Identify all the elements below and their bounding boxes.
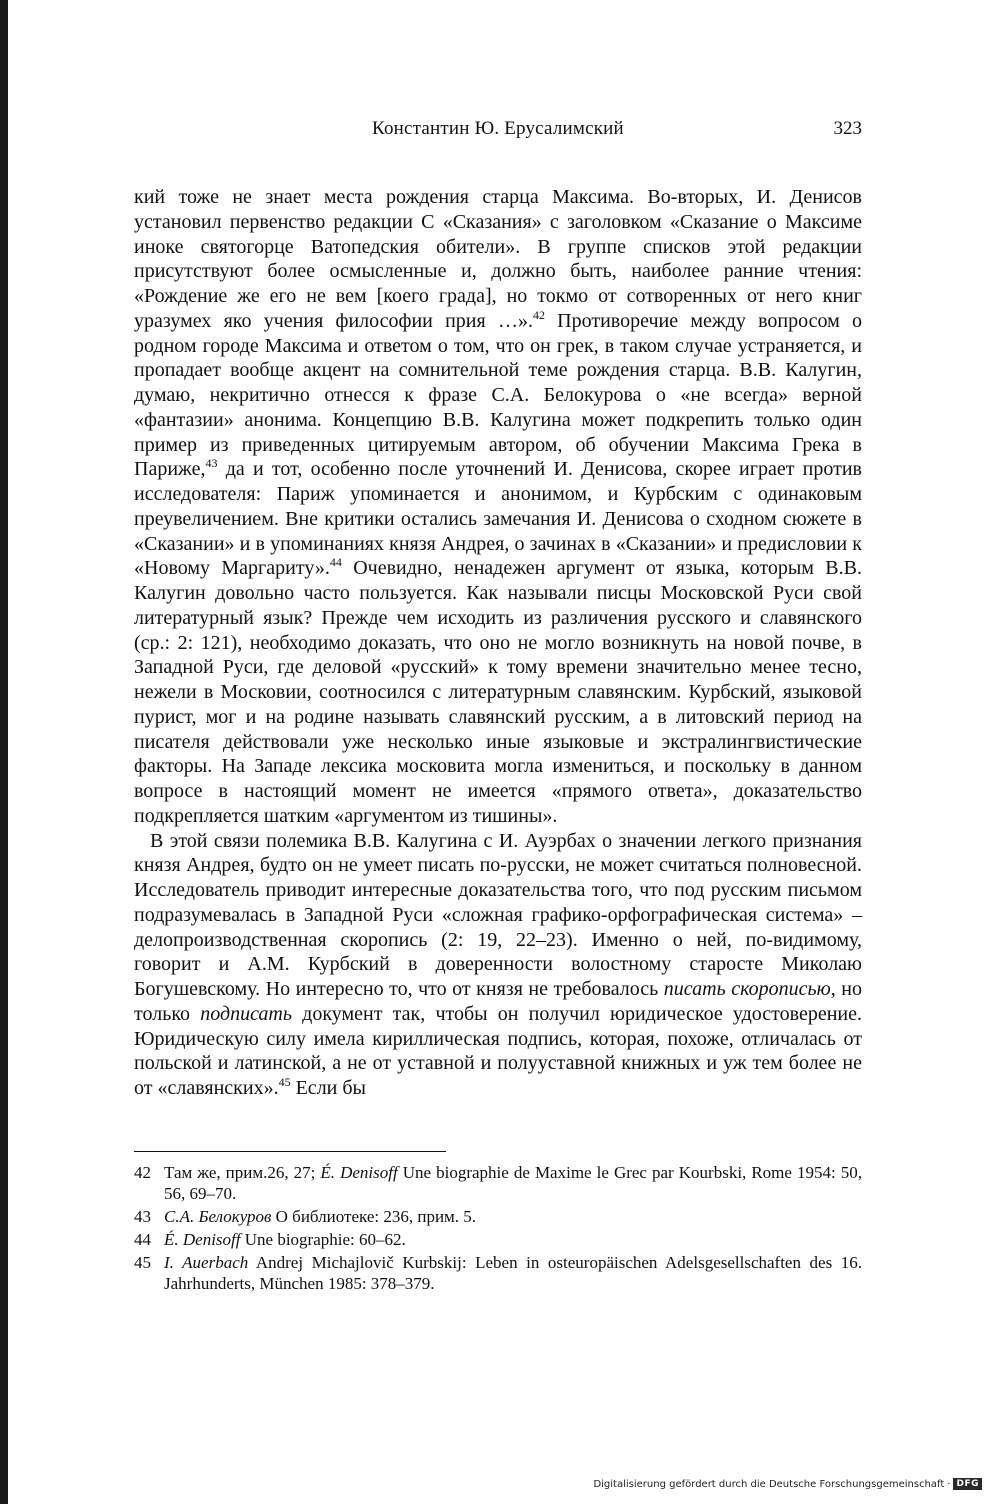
running-title: Константин Ю. Ерусалимский xyxy=(372,118,624,139)
footnote xyxy=(134,1252,862,1294)
footnote-number: 44 xyxy=(134,1230,151,1249)
credit-text: Digitalisierung gefördert durch die Deutsche Forschungsgemeinschaft xyxy=(593,1478,945,1490)
paragraph-1: кий тоже не знает места рождения старца Максима. Во-вторых, И. Денисов установил первенство редакции С «Сказания» с заголовком «Сказание о Максиме иноке святогорце Ватопедския обители». В группе списков этой редакции присутствуют более осмысленные и, должно быть, наиболее ранние чтения: «Рождение же его не вем [коего града], но токмо от сотворенных от него книг уразумех яко учения философии прия …».$^{42}$ Противоречие между вопросом о родном городе Максима и ответом о том, что он грек, в таком случае устраняется, и пропадает вообще акцент на сомнительной теме рождения старца. В.В. Калугин, думаю, некритично отнесся к фразе С.А. Белокурова о «не всегда» верной «фантазии» анонима. Концепцию В.В. Калугина может подкрепить только один пример из приведенных цитируемым автором, об обучении Максима Грека в Париже,$^{43}$ да и тот, особенно после уточнений И. Денисова, скорее играет против исследователя: Париж упоминается и анонимом, и Курбским с одинаковым преувеличением. Вне критики остались замечания И. Денисова о сходном сюжете в «Сказании» и в упоминаниях князя Андрея, о зачинах в «Сказании» и предисловии к «Новому Маргариту».$^{44}$ Очевидно, ненадежен аргумент от языка, которым В.В. Калугин довольно часто пользуется. Как называли писцы Московской Руси свой литературный язык? Прежде чем исходить из различения русского и славянского (ср.: 2: 121), необходимо доказать, что оно не могло возникнуть на новой почве, в Западной Руси, где деловой «русский» к тому времени значительно менее тесно, нежели в Московии, соотносился с литературным славянским. Курбский, языковой пурист, мог и на родине называть славянский русским, а в литовский период на писателя действовали уже несколько иные языковые и экстралингвистические факторы. На Западе лексика московита могла измениться, и поскольку в данном вопросе в настоящий момент не имеется «прямого ответа», доказательство подкрепляется шатким «аргументом из тишины». xyxy=(134,186,863,827)
running-head xyxy=(134,118,862,148)
footnote-text: I. Auerbach Andrej Michajlovič Kurbskij: Leben in osteuropäischen Adelsgesellschaften des 16. Jahrhunderts, München 1985: 378–379. xyxy=(164,1253,862,1293)
footnote-number: 45 xyxy=(134,1253,151,1272)
footnote xyxy=(134,1206,862,1227)
digitization-credit: Digitalisierung gefördert durch die Deutsche Forschungsgemeinschaft · DFG xyxy=(593,1478,982,1490)
footnotes xyxy=(134,1162,862,1296)
footnote-number: 42 xyxy=(134,1163,151,1182)
dfg-logo: DFG xyxy=(953,1478,982,1490)
footnote xyxy=(134,1162,862,1204)
scan-edge xyxy=(0,0,8,1504)
footnote xyxy=(134,1229,862,1250)
paragraph-2: В этой связи полемика В.В. Калугина с И. Ауэрбах о значении легкого признания князя Андрея, будто он не умеет писать по-русски, не может считаться полновесной. Исследователь приводит интересные доказательства того, что под русским письмом подразумевалась в Западной Руси «сложная графико-орфографическая система» – делопроизводственная скоропись (2: 19, 22–23). Именно о ней, по-видимому, говорит и А.М. Курбский в доверенности волостному старосте Миколаю Богушевскому. Но интересно то, что от князя не требовалось писать скорописью, но только подписать документ так, чтобы он получил юридическое удостоверение. Юридическую силу имела кириллическая подпись, которая, похоже, отличалась от польской и латинской, а не от уставной и полууставной книжных и уж тем более не от «славянских».$^{45}$ Если бы xyxy=(134,829,863,1099)
footnote-text: É. Denisoff Une biographie: 60–62. xyxy=(164,1230,406,1249)
footnote-rule xyxy=(134,1151,446,1152)
footnote-number: 43 xyxy=(134,1207,151,1226)
footnote-text: С.А. Белокуров О библиотеке: 236, прим. 5. xyxy=(164,1207,477,1226)
footnote-text: Там же, прим.26, 27; É. Denisoff Une biographie de Maxime le Grec par Kourbski, Rome 1954: 50, 56, 69–70. xyxy=(164,1163,862,1203)
body-text xyxy=(134,185,862,1101)
page-number: 323 xyxy=(833,118,862,139)
